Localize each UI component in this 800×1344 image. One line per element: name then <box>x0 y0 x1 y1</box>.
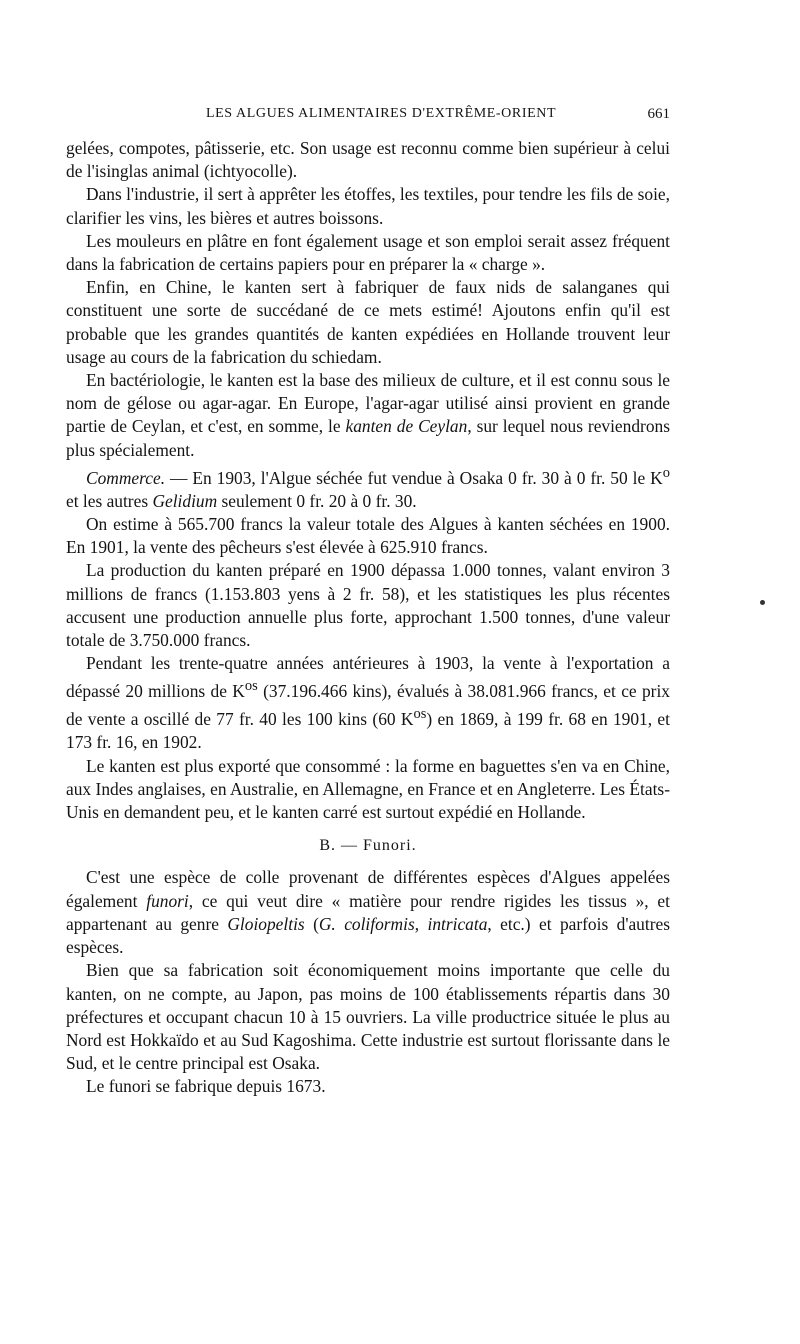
paragraph <box>66 866 670 959</box>
text-segment: , sur lequel nous reviendrons plus spécialement. <box>66 416 670 460</box>
italic-text: Gelidium <box>152 490 218 511</box>
italic-text: G. coliformis <box>318 913 415 934</box>
paragraph <box>66 755 670 825</box>
text-segment: Le funori se fabrique depuis 1673. <box>86 1076 326 1097</box>
text-segment: Enfin, en Chine, le kanten sert à fabriquer de faux nids de salanganes qui constituent une sorte de succédané de ce mets estimé! Ajoutons enfin qu'il est probable que les grandes quantités de kanten expédiées en Hollande trouvent leur usage au cours de la fabrication du schiedam. <box>66 277 670 367</box>
superscript: os <box>244 678 258 695</box>
text-segment: et les autres <box>66 490 153 511</box>
paragraph <box>66 1075 670 1098</box>
paragraph <box>66 369 670 462</box>
page-header <box>66 104 670 128</box>
superscript: os <box>413 706 427 723</box>
paragraph <box>66 959 670 1075</box>
paragraph <box>66 230 670 276</box>
text-segment: Les mouleurs en plâtre en font également usage et son emploi serait assez fréquent dans la fabrication de certains papiers pour en préparer la « charge ». <box>66 230 670 275</box>
text-segment: seulement 0 fr. 20 à 0 fr. 30. <box>217 490 417 511</box>
text-segment: ) en 1869, à 199 fr. 68 en 1901, et 173 fr. 16, en 1902. <box>66 709 670 753</box>
text-segment: , etc.) et parfois d'autres espèces. <box>66 913 670 958</box>
text-segment: Le kanten est plus exporté que consommé : la forme en baguettes s'en va en Chine, aux Indes anglaises, en Australie, en Allemagne, en France et en Angleterre. Les États-Unis en demandent peu, et le kanten carré est surtout expédié en Hollande. <box>66 755 670 823</box>
text-segment: (37.196.466 kins), évalués à 38.081.966 francs, et ce prix de vente a oscillé de 77 fr. 40 les 100 kins (60 K <box>66 681 670 730</box>
margin-mark <box>760 600 765 605</box>
paragraph <box>66 276 670 369</box>
running-title: LES ALGUES ALIMENTAIRES D'EXTRÊME-ORIENT <box>206 106 557 121</box>
paragraph <box>66 513 670 559</box>
text-segment: — En 1903, l'Algue séchée fut vendue à Osaka 0 fr. 30 à 0 fr. 50 le K <box>165 467 663 488</box>
text-segment: gelées, compotes, pâtisserie, etc. Son usage est reconnu comme bien supérieur à celui de l'isinglas animal (ichtyocolle). <box>66 138 670 182</box>
text-segment: En bactériologie, le kanten est la base des milieux de culture, et il est connu sous le nom de gélose ou agar-agar. En Europe, l'agar-agar utilisé ainsi provient en grande partie de Ceylan, et c'est, en somme, le <box>66 370 670 437</box>
paragraph <box>66 652 670 754</box>
section-heading <box>66 834 670 857</box>
text-segment: On estime à 565.700 francs la valeur totale des Algues à kanten séchées en 1900. En 1901, la vente des pêcheurs s'est élevée à 625.910 francs. <box>66 514 670 558</box>
italic-text: funori <box>146 890 189 911</box>
paragraph <box>66 183 670 229</box>
page-number: 661 <box>647 106 670 122</box>
superscript: o <box>662 464 670 481</box>
body-text <box>66 137 670 1099</box>
text-segment: Bien que sa fabrication soit économiquement moins importante que celle du kanten, on ne compte, au Japon, pas moins de 100 établissements répartis dans 30 préfectures et occupant chacun 10 à 15 ouvriers. La ville productrice située le plus au Nord est Hokkaïdo et au Sud Kagoshima. Cette industrie est surtout florissante dans le Sud, et le centre principal est Osaka. <box>66 960 670 1074</box>
italic-text: kanten de Ceylan <box>345 416 468 437</box>
text-segment: Dans l'industrie, il sert à apprêter les étoffes, les textiles, pour tendre les fils de soie, clarifier les vins, les bières et autres boissons. <box>66 184 670 228</box>
paragraph <box>66 462 670 513</box>
italic-text: intricata <box>427 913 488 934</box>
text-segment: C'est une espèce de colle provenant de différentes espèces d'Algues appelées également <box>66 867 670 911</box>
text-segment: , <box>414 913 428 934</box>
text-segment: ( <box>304 913 319 934</box>
paragraph <box>66 559 670 652</box>
italic-text: Commerce. <box>86 467 166 488</box>
text-segment: B. — Funori. <box>319 837 417 855</box>
text-segment: , ce qui veut dire « matière pour rendre rigides les tissus », et appartenant au genre <box>66 890 670 934</box>
italic-text: Gloiopeltis <box>227 913 305 934</box>
text-segment: La production du kanten préparé en 1900 dépassa 1.000 tonnes, valant environ 3 millions de francs (1.153.803 yens à 2 fr. 58), et les statistiques les plus récentes accusent une production annuelle plus forte, approchant 1.500 tonnes, d'une valeur totale de 3.750.000 francs. <box>66 560 670 651</box>
paragraph <box>66 137 670 183</box>
text-segment: Pendant les trente-quatre années antérieures à 1903, la vente à l'exportation a dépassé 20 millions de K <box>66 653 670 702</box>
